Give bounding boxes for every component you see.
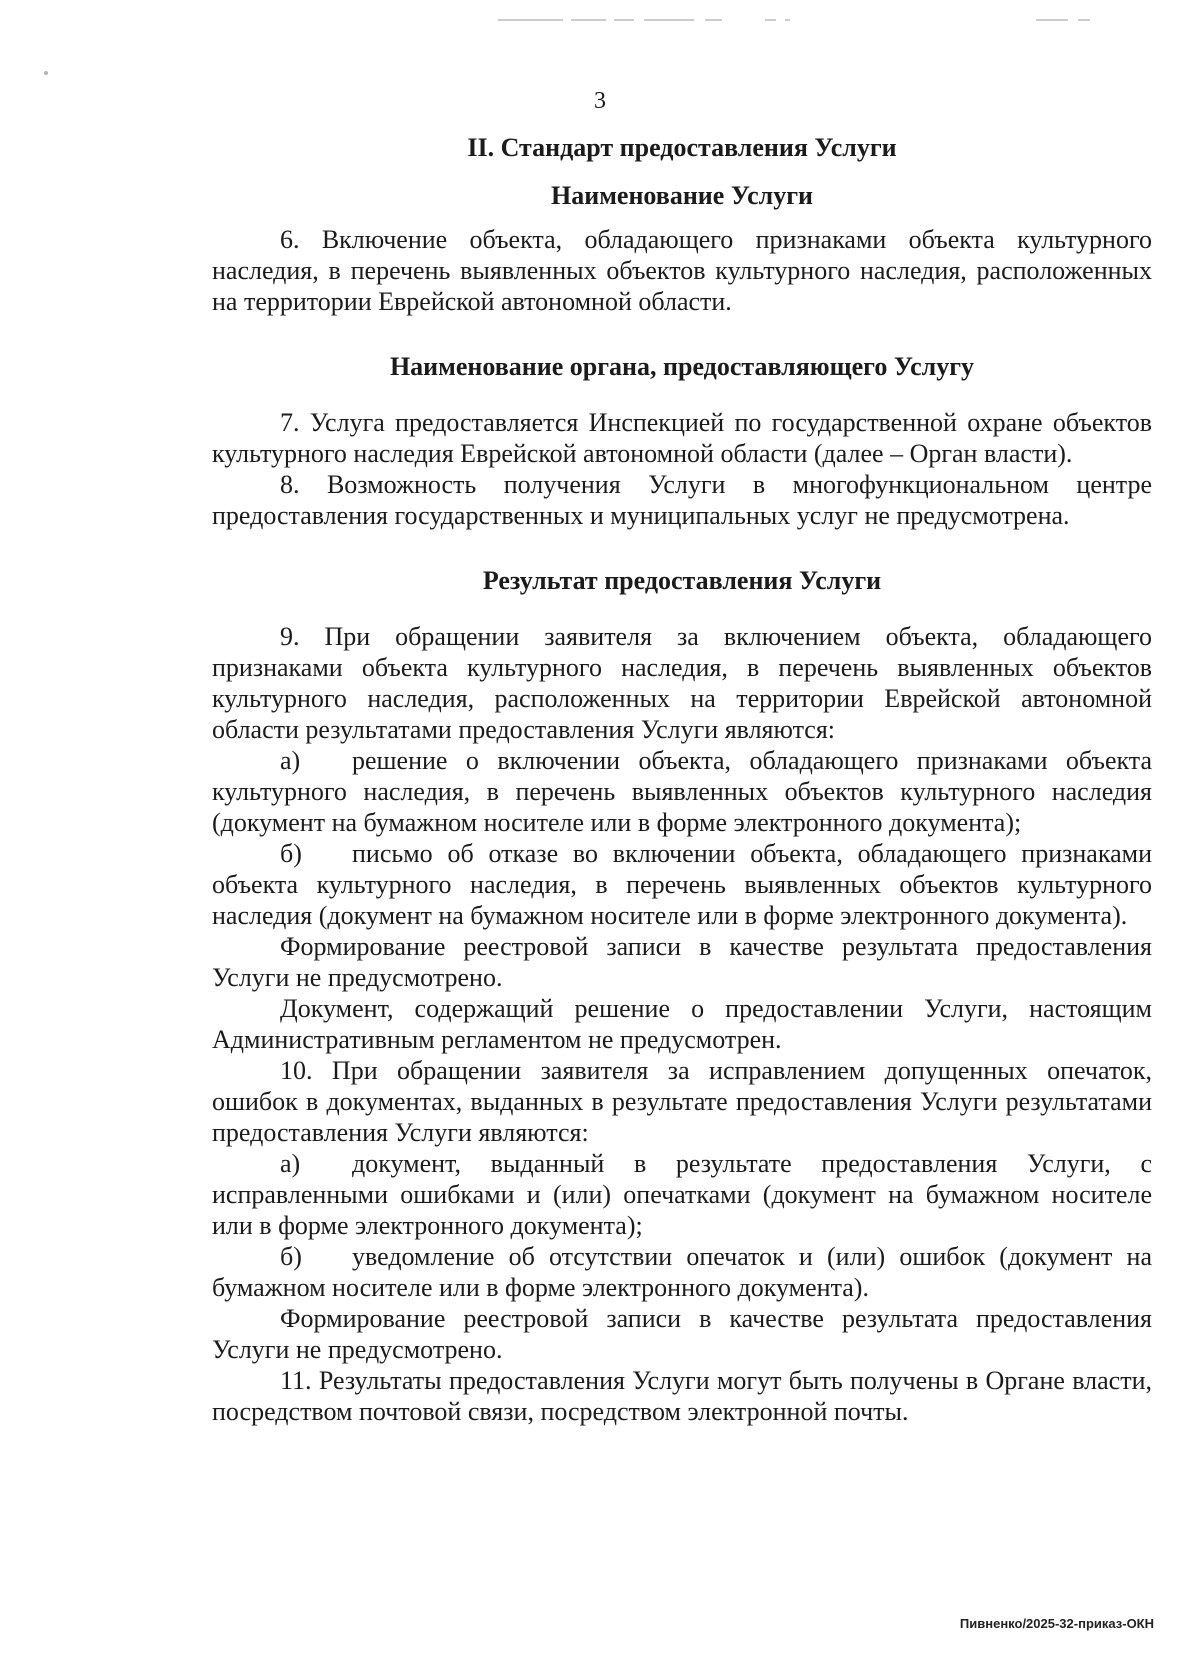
paragraph-9-registry-note: Формирование реестровой записи в качестве результата предоставления Услуги не предусмотрено. <box>212 932 1152 992</box>
section-heading: II. Стандарт предоставления Услуги <box>467 133 897 162</box>
item-marker: б) <box>280 839 302 868</box>
paragraph-9-item-a <box>212 745 1152 838</box>
paragraph-6: 6. Включение объекта, обладающего признаками объекта культурного наследия, в перечень выявленных объектов культурного наследия, расположенных на территории Еврейской автономной области. <box>212 225 1152 316</box>
page-number: 3 <box>594 88 606 114</box>
service-name-heading: Наименование Услуги <box>550 181 814 210</box>
item-marker: а) <box>280 1149 301 1178</box>
item-text: письмо об отказе во включении объекта, обладающего признаками объекта культурного наследия, в перечень выявленных объектов культурного наследия (документ на бумажном носителе или в форме электронного документа). <box>212 839 1152 930</box>
paragraph-10-registry-note: Формирование реестровой записи в качестве результата предоставления Услуги не предусмотрено. <box>212 1304 1152 1364</box>
paragraph-11: 11. Результаты предоставления Услуги могут быть получены в Органе власти, посредством почтовой связи, посредством электронной почты. <box>212 1366 1152 1426</box>
paragraph-10-item-a <box>212 1148 1152 1241</box>
item-marker: б) <box>280 1242 302 1271</box>
paragraph-10-item-b <box>212 1241 1152 1303</box>
item-text: решение о включении объекта, обладающего признаками объекта культурного наследия, в перечень выявленных объектов культурного наследия (документ на бумажном носителе или в форме электронного документа); <box>212 746 1152 837</box>
item-marker: а) <box>280 746 301 775</box>
footer-document-id: Пивненко/2025-32-приказ-ОКН <box>959 1616 1154 1631</box>
authority-heading: Наименование органа, предоставляющего Услугу <box>389 352 975 381</box>
paragraph-9-item-b <box>212 838 1152 931</box>
paragraph-7: 7. Услуга предоставляется Инспекцией по государственной охране объектов культурного наследия Еврейской автономной области (далее – Орган власти). <box>212 408 1152 468</box>
paragraph-10: 10. При обращении заявителя за исправлением допущенных опечаток, ошибок в документах, выданных в результате предоставления Услуги результатами предоставления Услуги являются: <box>212 1056 1152 1147</box>
document-body <box>212 128 1152 1427</box>
paragraph-9: 9. При обращении заявителя за включением объекта, обладающего признаками объекта культурного наследия, в перечень выявленных объектов культурного наследия, расположенных на территории Еврейской автономной области результатами предоставления Услуги являются: <box>212 622 1152 744</box>
result-heading: Результат предоставления Услуги <box>482 566 882 595</box>
paragraph-9-document-note: Документ, содержащий решение о предоставлении Услуги, настоящим Административным регламентом не предусмотрен. <box>212 994 1152 1054</box>
item-text: уведомление об отсутствии опечаток и (или) ошибок (документ на бумажном носителе или в форме электронного документа). <box>212 1242 1152 1302</box>
item-text: документ, выданный в результате предоставления Услуги, с исправленными ошибками и (или) опечатками (документ на бумажном носителе или в форме электронного документа); <box>212 1149 1152 1240</box>
paragraph-8: 8. Возможность получения Услуги в многофункциональном центре предоставления государственных и муниципальных услуг не предусмотрена. <box>212 470 1152 530</box>
